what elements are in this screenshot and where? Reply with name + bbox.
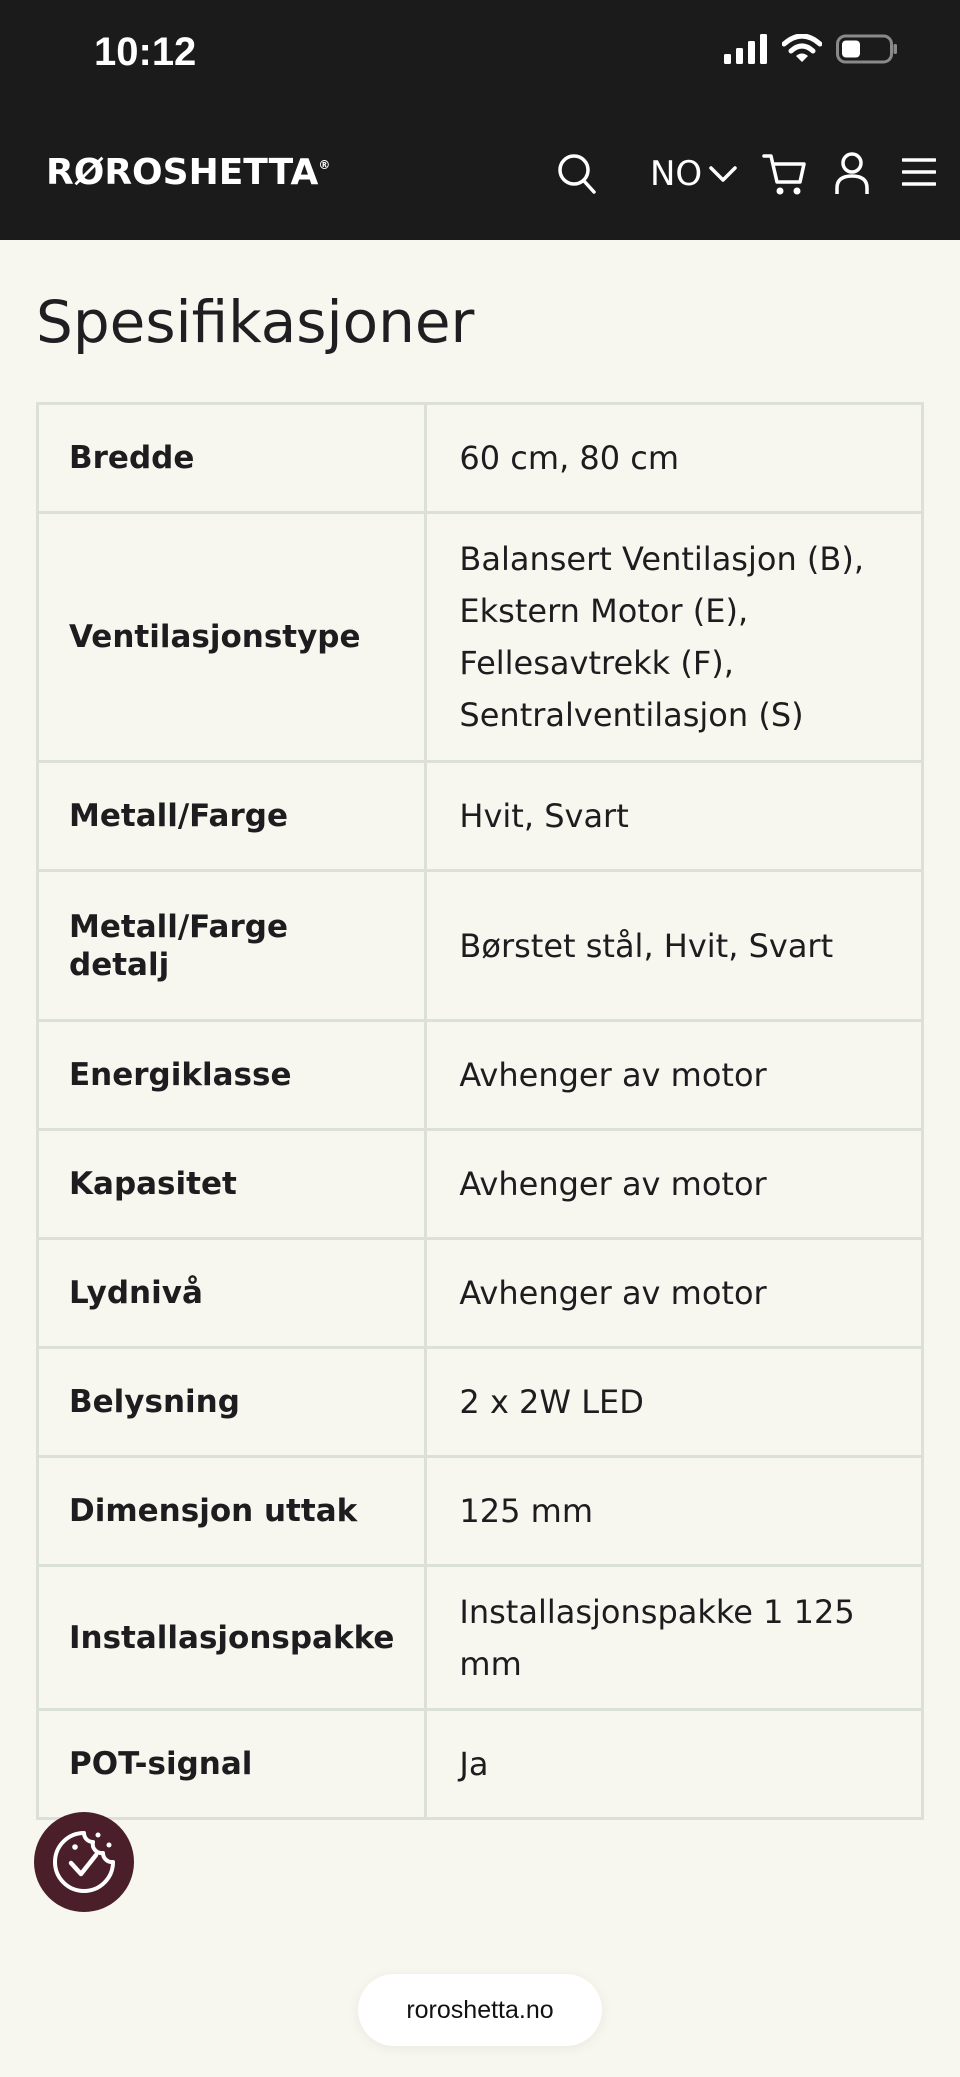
signal-icon [724,34,768,64]
language-selector[interactable] [650,154,738,194]
spec-value: Installasjonspakke 1 125 mm [426,1566,923,1710]
spec-value: 2 x 2W LED [426,1348,923,1457]
table-row [38,1710,923,1819]
spec-label: Bredde [38,404,426,513]
spec-value: Avhenger av motor [426,1239,923,1348]
spec-label: Installasjonspakke [38,1566,426,1710]
status-time: 10:12 [94,30,197,74]
spec-label: Dimensjon uttak [38,1457,426,1566]
table-row [38,513,923,762]
spec-label: Energiklasse [38,1021,426,1130]
site-header [0,110,960,240]
spec-label: Metall/Farge detalj [38,871,426,1021]
spec-label: Metall/Farge [38,762,426,871]
menu-icon[interactable] [902,150,936,198]
logo-text: RØROSHETTA [46,152,319,193]
spec-value: 60 cm, 80 cm [426,404,923,513]
spec-value: Avhenger av motor [426,1021,923,1130]
spec-value: Børstet stål, Hvit, Svart [426,871,923,1021]
spec-value: Ja [426,1710,923,1819]
logo[interactable] [46,152,330,193]
spec-value: Avhenger av motor [426,1130,923,1239]
status-bar [0,0,960,110]
spec-label: Lydnivå [38,1239,426,1348]
table-row [38,1130,923,1239]
table-row [38,1457,923,1566]
spec-value: Balansert Ventilasjon (B), Ekstern Motor (E), Fellesavtrekk (F), Sentralventilasjon (S) [426,513,923,762]
table-row [38,1348,923,1457]
spec-label: POT-signal [38,1710,426,1819]
battery-icon [836,34,898,64]
user-icon[interactable] [834,150,870,198]
spec-label: Kapasitet [38,1130,426,1239]
spec-value: Hvit, Svart [426,762,923,871]
cart-icon[interactable] [762,150,806,198]
url-text: roroshetta.no [406,1995,554,2024]
specs-table [36,402,924,1820]
browser-url-bar[interactable] [358,1974,602,2046]
wifi-icon [782,34,822,64]
chevron-down-icon [708,163,738,185]
status-icons [724,34,898,64]
table-row [38,1566,923,1710]
logo-registered-mark: ® [318,158,331,172]
cookie-consent-button[interactable] [34,1812,134,1912]
spec-label: Ventilasjonstype [38,513,426,762]
spec-value: 125 mm [426,1457,923,1566]
cookie-check-icon [49,1827,119,1897]
page-title: Spesifikasjoner [36,288,475,356]
table-row [38,404,923,513]
spec-label: Belysning [38,1348,426,1457]
table-row [38,762,923,871]
table-row [38,871,923,1021]
table-row [38,1239,923,1348]
search-icon[interactable] [556,150,598,198]
table-row [38,1021,923,1130]
language-label: NO [650,154,703,194]
